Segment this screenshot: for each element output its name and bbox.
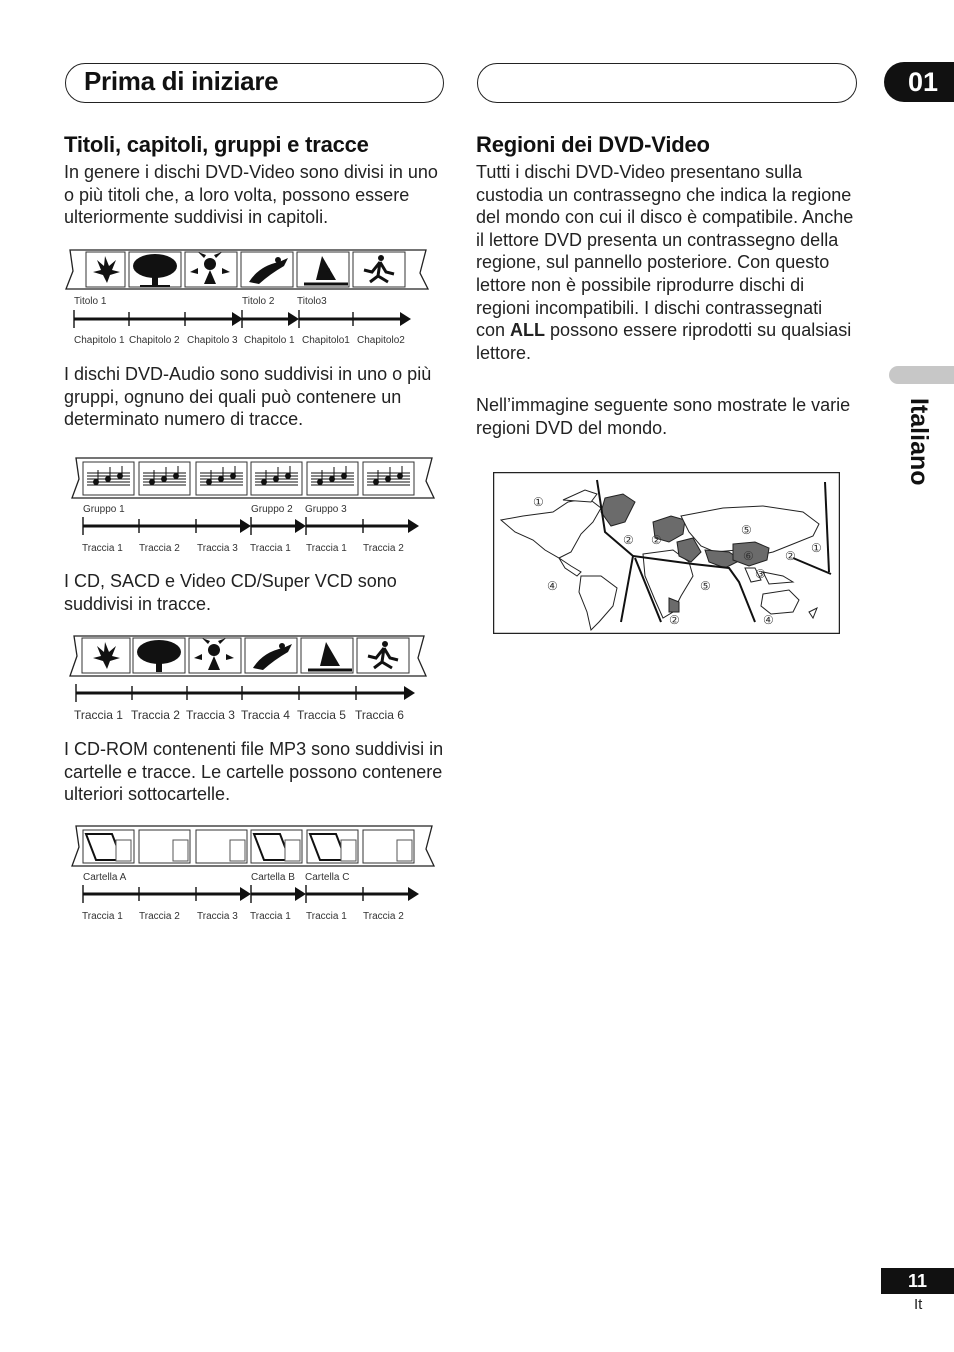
track-label: Traccia 1 — [82, 543, 123, 554]
title-arrows — [74, 310, 411, 328]
all-label: ALL — [510, 320, 546, 341]
side-language-tab — [889, 366, 954, 384]
top-label-titolo-3: Titolo3 — [297, 296, 327, 307]
region-marker: ② — [669, 613, 680, 627]
side-language-label: Italiano — [905, 398, 933, 486]
cd-structure-diagram — [64, 632, 436, 727]
dvd-video-structure-diagram — [64, 246, 434, 351]
region-marker: ④ — [547, 579, 558, 593]
chapter-label: Chapitolo1 — [302, 335, 350, 346]
header-empty-pill — [477, 63, 857, 103]
map-australia — [761, 590, 799, 614]
region-marker: ⑤ — [741, 523, 752, 537]
regions-text: Tutti i dischi DVD-Video presentano sulla custodia un contrassegno che indica la regione del mondo con cui il disco è compatibile. Anche il lettore DVD presenta un contrassegno della regione, sul pannello posteriore. Con questo lettore non è possibile riprodurre dischi di regioni incompatibili. I dischi contrassegnati con — [476, 162, 854, 341]
track-label: Traccia 3 — [197, 543, 238, 554]
page-language-code: It — [914, 1296, 923, 1313]
track-label: Traccia 1 — [306, 543, 347, 554]
track-label: Traccia 2 — [363, 911, 404, 922]
intro-paragraph: In genere i dischi DVD-Video sono divisi in uno o più titoli che, a loro volta, possono essere ulteriormente suddivisi in capitoli. — [64, 162, 438, 228]
section-heading-regions: Regioni dei DVD-Video — [476, 132, 710, 157]
section-heading-titles: Titoli, capitoli, gruppi e tracce — [64, 132, 369, 157]
track-label: Traccia 3 — [186, 708, 235, 722]
track-label: Traccia 1 — [74, 708, 123, 722]
regions-paragraph — [476, 161, 856, 364]
top-label-gruppo-1: Gruppo 1 — [83, 504, 125, 515]
region-marker: ① — [811, 541, 822, 555]
track-label: Traccia 3 — [197, 911, 238, 922]
region-marker: ② — [623, 533, 634, 547]
region-marker: ④ — [763, 613, 774, 627]
region-marker: ③ — [755, 567, 766, 581]
track-label: Traccia 1 — [306, 911, 347, 922]
film-frames — [86, 252, 405, 287]
chapter-label: Chapitolo 1 — [74, 335, 125, 346]
dvd-audio-structure-diagram — [64, 454, 436, 559]
region-marker: ② — [785, 549, 796, 563]
top-label-gruppo-2: Gruppo 2 — [251, 504, 293, 515]
cd-paragraph: I CD, SACD e Video CD/Super VCD sono suddivisi in tracce. — [64, 571, 397, 614]
top-label-cartella-c: Cartella C — [305, 872, 350, 883]
top-label-gruppo-3: Gruppo 3 — [305, 504, 347, 515]
top-label-titolo-2: Titolo 2 — [242, 296, 275, 307]
regions-text-end: possono essere riprodotti su qualsiasi lettore. — [476, 320, 852, 363]
track-label: Traccia 5 — [297, 708, 346, 722]
chapter-label: Chapitolo 1 — [244, 335, 295, 346]
track-label: Traccia 2 — [139, 911, 180, 922]
track-label: Traccia 2 — [363, 543, 404, 554]
dvd-audio-paragraph: I dischi DVD-Audio sono suddivisi in uno o più gruppi, ognuno dei quali può contenere un determinato numero di tracce. — [64, 364, 432, 430]
regions-map-intro: Nell’immagine seguente sono mostrate le varie regioni DVD del mondo. — [476, 395, 851, 438]
chapter-label: Chapitolo 2 — [129, 335, 180, 346]
region-marker: ⑥ — [743, 549, 754, 563]
region-marker: ② — [651, 533, 662, 547]
track-label: Traccia 1 — [82, 911, 123, 922]
track-label: Traccia 1 — [250, 911, 291, 922]
dvd-region-world-map — [493, 472, 840, 634]
region-marker: ① — [533, 495, 544, 509]
page-number: 11 — [881, 1268, 954, 1294]
top-label-titolo-1: Titolo 1 — [74, 296, 107, 307]
mp3-paragraph: I CD-ROM contenenti file MP3 sono suddivisi in cartelle e tracce. Le cartelle possono contenere ulteriori sottocartelle. — [64, 739, 444, 805]
region-marker: ⑤ — [700, 579, 711, 593]
track-label: Traccia 6 — [355, 708, 404, 722]
track-label: Traccia 1 — [250, 543, 291, 554]
top-label-cartella-b: Cartella B — [251, 872, 295, 883]
chapter-label: Chapitolo 3 — [187, 335, 238, 346]
chapter-title: Prima di iniziare — [84, 66, 279, 96]
chapter-number-badge: 01 — [884, 62, 954, 102]
top-label-cartella-a: Cartella A — [83, 872, 127, 883]
chapter-label: Chapitolo2 — [357, 335, 405, 346]
track-label: Traccia 2 — [131, 708, 180, 722]
track-label: Traccia 4 — [241, 708, 290, 722]
track-label: Traccia 2 — [139, 543, 180, 554]
mp3-structure-diagram — [64, 822, 436, 927]
